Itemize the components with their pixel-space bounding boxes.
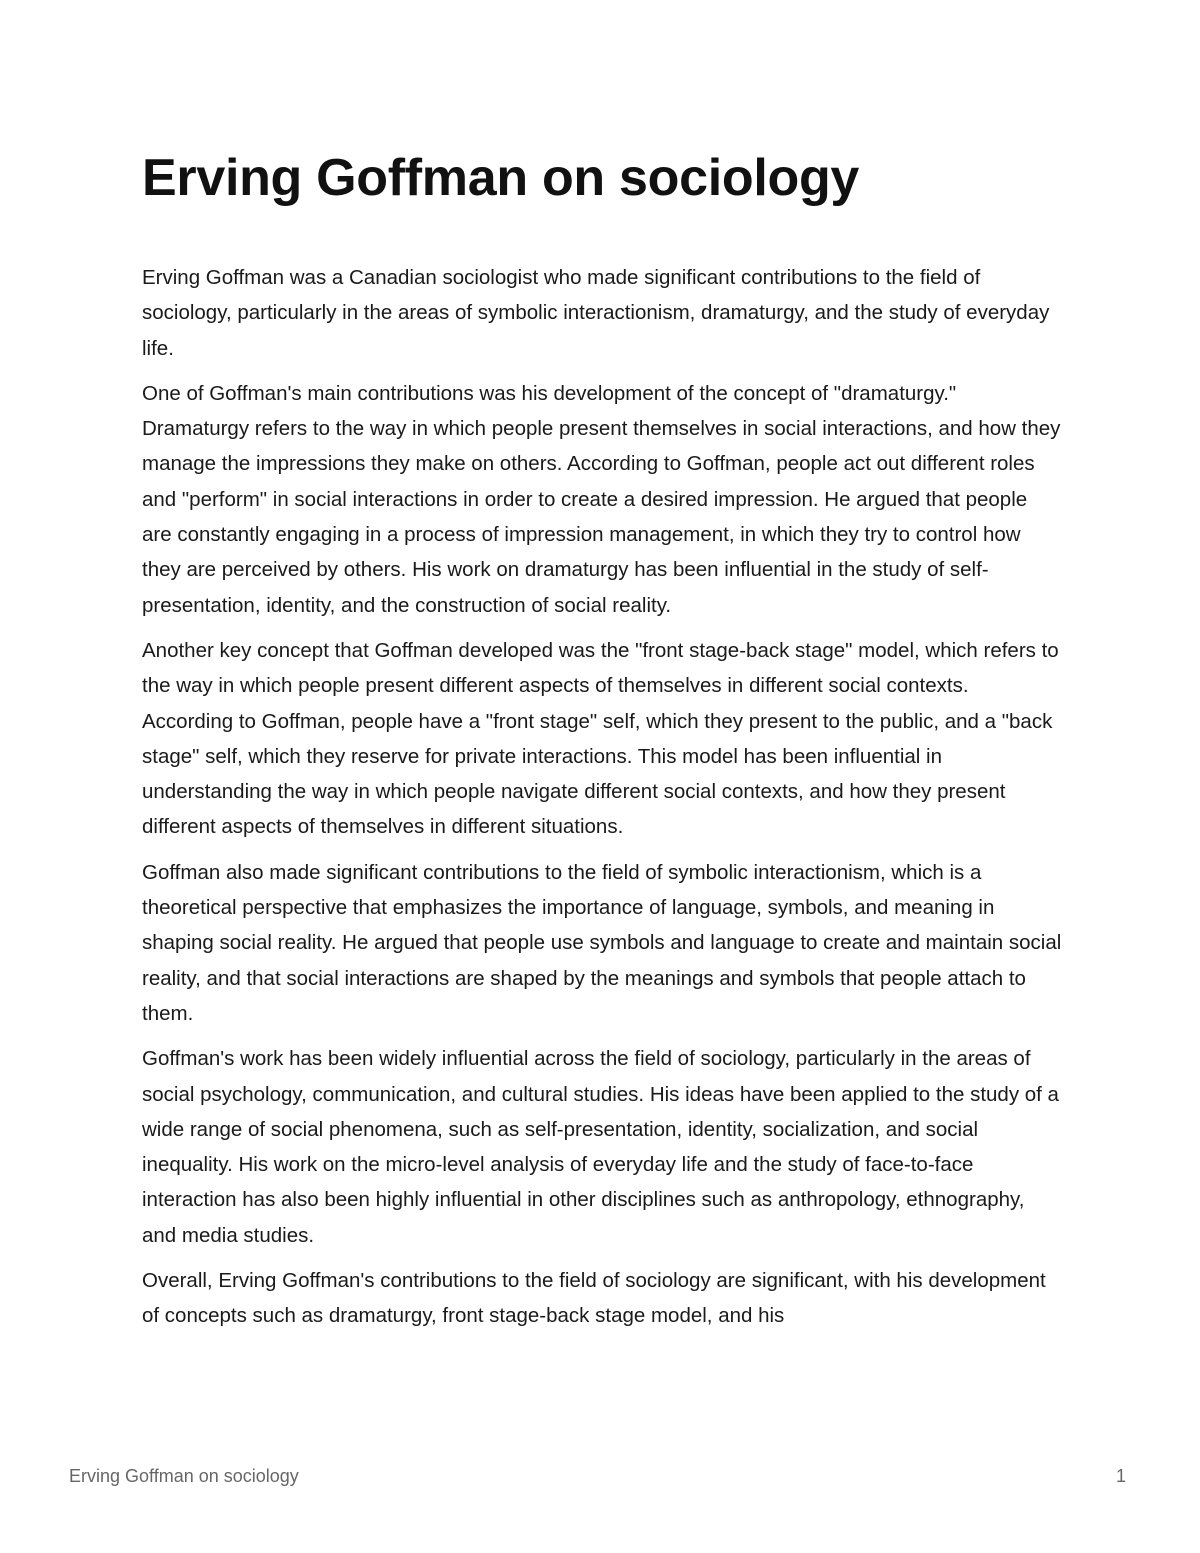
- paragraph-intro: Erving Goffman was a Canadian sociologist who made significant contributions to the field of sociology, particularly in the areas of symbolic interactionism, dramaturgy, and the study of everyday life.: [142, 266, 1050, 360]
- paragraph-symbolic-interactionism: Goffman also made significant contributions to the field of symbolic interactionism, which is a theoretical perspective that emphasizes the importance of language, symbols, and meaning in shaping social reality. He argued that people use symbols and language to create and maintain social reality, and that social interactions are shaped by the meanings and symbols that people attach to them.: [142, 860, 1062, 1025]
- footer-title: Erving Goffman on sociology: [69, 1466, 299, 1486]
- page-number: 1: [1116, 1466, 1127, 1486]
- page-content: [142, 142, 1062, 1344]
- paragraph-front-back-stage: Another key concept that Goffman developed was the "front stage-back stage" model, which refers to the way in which people present different aspects of themselves in different social contexts. According to Goffman, people have a "front stage" self, which they present to the public, and a "back stage" self, which they reserve for private interactions. This model has been influential in understanding the way in which people navigate different social contexts, and how they present different aspects of themselves in different situations.: [142, 638, 1059, 839]
- paragraph-overall: Overall, Erving Goffman's contributions to the field of sociology are significant, with his development of concepts such as dramaturgy, front stage-back stage model, and his: [142, 1269, 1046, 1328]
- paragraph-dramaturgy: One of Goffman's main contributions was his development of the concept of "dramaturgy." Dramaturgy refers to the way in which people present themselves in social interactions, and how they manage the impressions they make on others. According to Goffman, people act out different roles and "perform" in social interactions in order to create a desired impression. He argued that people are constantly engaging in a process of impression management, in which they try to control how they are perceived by others. His work on dramaturgy has been influential in the study of self-presentation, identity, and the construction of social reality.: [142, 381, 1061, 617]
- paragraph-influence: Goffman's work has been widely influential across the field of sociology, particularly in the areas of social psychology, communication, and cultural studies. His ideas have been applied to the study of a wide range of social phenomena, such as self-presentation, identity, socialization, and social inequality. His work on the micro-level analysis of everyday life and the study of face-to-face interaction has also been highly influential in other disciplines such as anthropology, ethnography, and media studies.: [142, 1047, 1059, 1247]
- page-title: Erving Goffman on sociology: [142, 149, 860, 207]
- body-text: [142, 260, 1062, 1334]
